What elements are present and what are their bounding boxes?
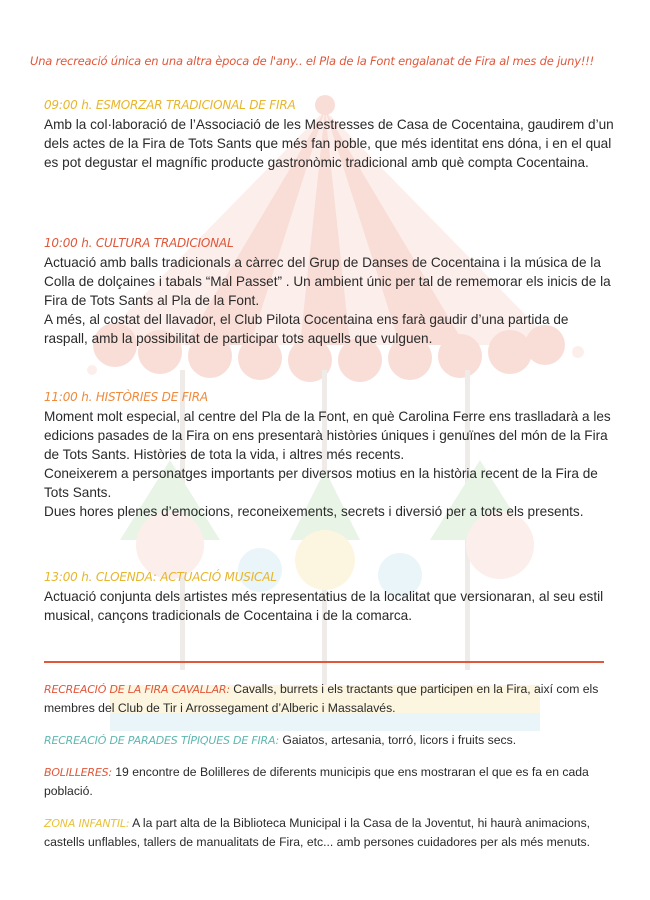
divider [44, 661, 604, 663]
section-body: Amb la col·laboració de l’Associació de les Mestresses de Casa de Cocentaina, gaudirem d’un dels actes de la Fira de Tots Sants que més fan poble, que més identitat ens dóna, i en el qual es pot degustar el magnífic producte gastronòmic tradicional amb què compta Cocentaina. [44, 117, 614, 170]
extra-text: A la part alta de la Biblioteca Municipal i la Casa de la Joventut, hi haurà animacions, castells unflables, tallers de manualitats de Fira, etc... amb persones cuidadores per als més menuts. [44, 816, 591, 849]
extra-parades [44, 731, 604, 750]
intro-banner: Una recreació única en una altra època de l'any.. el Pla de la Font engalanat de Fira al mes de juny!!! [30, 54, 595, 68]
section-heading: 13:00 h. CLOENDA: ACTUACIÓ MUSICAL [44, 570, 277, 584]
section-cultura [44, 236, 614, 348]
section-heading: 09:00 h. ESMORZAR TRADICIONAL DE FIRA [44, 98, 296, 112]
section-body-2: A més, al costat del llavador, el Club Pilota Cocentaina ens farà gaudir d’una partida de raspall, amb la possibilitat de participar tots aquells que vulguen. [44, 312, 569, 346]
extra-label: RECREACIÓ DE PARADES TÍPIQUES DE FIRA: [44, 734, 280, 747]
extra-fira-cavallar [44, 680, 604, 717]
section-heading: 11:00 h. HISTÒRIES DE FIRA [44, 390, 208, 404]
extra-text: Gaiatos, artesania, torró, licors i fruits secs. [279, 733, 517, 747]
extra-text: 19 encontre de Bolilleres de diferents municipis que ens mostraran el que es fa en cada població. [44, 765, 589, 798]
section-cloenda [44, 570, 614, 625]
extra-bolilleres [44, 763, 604, 800]
extra-label: RECREACIÓ DE LA FIRA CAVALLAR: [44, 683, 230, 696]
section-heading: 10:00 h. CULTURA TRADICIONAL [44, 236, 234, 250]
section-body-2: Coneixerem a personatges importants per diversos motius en la història recent de la Fira de Tots Sants. [44, 466, 598, 500]
section-body: Actuació amb balls tradicionals a càrrec del Grup de Danses de Cocentaina i la música de la Colla de dolçaines i tabals “Mal Passet” . Un ambient únic per tal de rememorar els inicis de la Fira de Tots Sants al Pla de la Font. [44, 255, 611, 308]
extra-zona-infantil [44, 814, 604, 851]
section-body: Actuació conjunta dels artistes més representatius de la localitat que versionaran, al seu estil musical, cançons tradicionals de Cocentaina i de la comarca. [44, 589, 604, 623]
section-histories [44, 390, 614, 521]
section-body: Moment molt especial, al centre del Pla de la Font, en què Carolina Ferre ens traslladarà a les edicions pasades de la Fira on ens presentarà històries úniques i genuïnes del món de la Fira de Tots Sants. Històries de tota la vida, i altres més recents. [44, 409, 611, 462]
section-esmorzar [44, 98, 614, 172]
section-body-3: Dues hores plenes d’emocions, reconeixements, secrets i diversió per a tots els presents. [44, 504, 584, 519]
extra-label: BOLILLERES: [44, 766, 112, 779]
extra-label: ZONA INFANTIL: [44, 817, 130, 830]
extra-text: Cavalls, burrets i els tractants que participen en la Fira, així com els membres del Club de Tir i Arrossegament d’Alberic i Massalavés. [44, 682, 599, 715]
